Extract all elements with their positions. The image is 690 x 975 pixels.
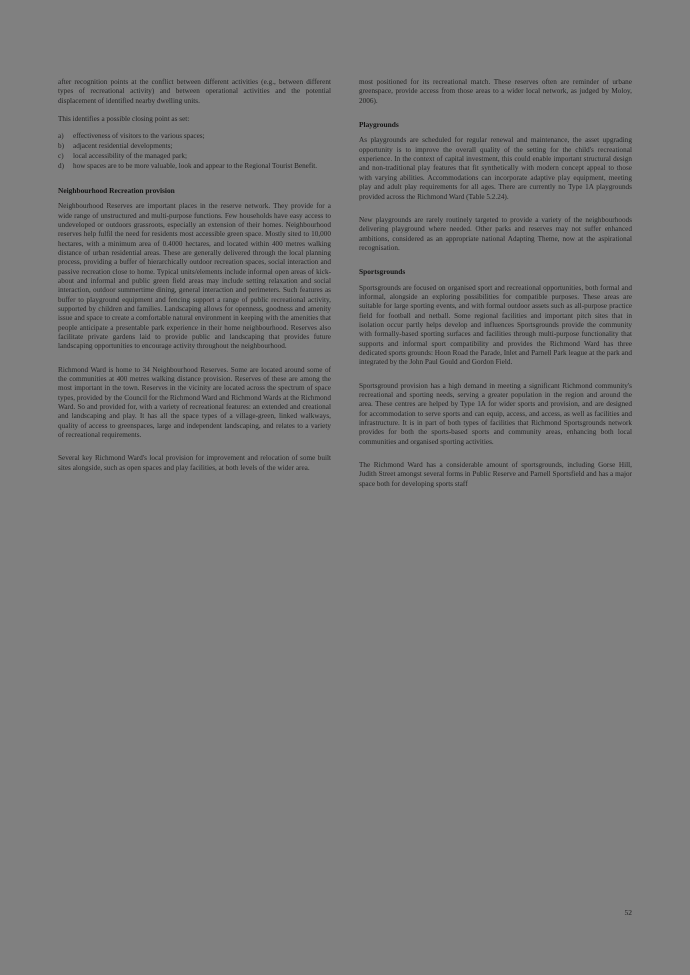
paragraph: after recognition points at the conflict between different activities (e.g., between different types of recreational activity) and between operational activities and the potential displacement of identified nearby dwelling units. bbox=[58, 78, 331, 105]
paragraph: most positioned for its recreational match. These reserves often are reminder of urbane greenspace, provide access from those areas to a wider local network, as judged by Moloy, 2006). bbox=[359, 78, 632, 105]
paragraph: New playgrounds are rarely routinely targeted to provide a variety of the neighbourhoods delivering playground where needed. Other parks and reserves may not suffer enhanced ambitions, considered as an appropriate national Adapting Theme, now at the aspirational recognisation. bbox=[359, 215, 632, 252]
list-item-text: how spaces are to be more valuable, look and appear to the Regional Tourist Benefit. bbox=[73, 161, 318, 170]
section-heading: Neighbourhood Recreation provision bbox=[58, 185, 175, 195]
left-column bbox=[58, 78, 331, 898]
lettered-list bbox=[58, 132, 331, 171]
section-heading-sportsgrounds: Sportsgrounds bbox=[359, 267, 406, 277]
list-item-text: effectiveness of visitors to the various spaces; bbox=[73, 132, 205, 141]
list-item-text: local accessibility of the managed park; bbox=[73, 152, 187, 161]
list-marker: a) bbox=[58, 132, 64, 141]
list-item-text: adjacent residential developments; bbox=[73, 142, 173, 151]
list-item bbox=[58, 152, 331, 161]
paragraph: Sportsgrounds are focused on organised sport and recreational opportunities, both formal and informal, alongside an exploring possibilities for compatible purposes. These areas are suitable for large sporting events, and with formal outdoor assets such as all-purpose practice field for football and netball. Some regional facilities and important pitch sites that in isolation occur partly helps develop and influences Sportsgrounds provide the community with formally-based sporting surfaces and facilities through multi-purpose functionality that supports and informal sport compatibility and provides the Richmond Ward has three dedicated sports grounds: Hoon Road the Parade, Inlet and Parnell Park league at the park and integrated by the John Paul Gould and Gordon Field. bbox=[359, 283, 632, 367]
two-column-layout bbox=[58, 78, 632, 898]
list-intro: This identifies a possible closing point as set: bbox=[58, 115, 190, 124]
paragraph: Several key Richmond Ward's local provision for improvement and relocation of some built sites alongside, such as open spaces and play facilities, at both levels of the wider area. bbox=[58, 454, 331, 472]
list-item bbox=[58, 132, 331, 141]
page-number: 52 bbox=[624, 908, 632, 917]
paragraph: Sportsground provision has a high demand in meeting a significant Richmond community's recreational and sporting needs, serving a greater population in the region and around the area. These centres are helped by Type 1A for wider sports and provision, and are designed for accommodation to serve sports and can equip, access, and access, as well as facilities and infrastructure. It is in part of both types of facilities that Richmond Sportsgrounds network provides for both the sports-based sports and community areas, enhancing both local communities and organised sporting activities. bbox=[359, 381, 632, 446]
paragraph: Richmond Ward is home to 34 Neighbourhood Reserves. Some are located around some of the communities at 400 metres walking distance provision. Reserves of these are among the most important in the town. Reserves in the vicinity are located across the spectrum of space types, provided by the Council for the Richmond Ward and Richmond Wards at the Richmond Ward. So and provided for, with a variety of recreational features: an extended and creational and landscaping and play. It has all the space types of a village-green, linked walkways, quality of access to greenspaces, large and independent landscaping, and relates to a variety of recreational requirements. bbox=[58, 365, 331, 440]
paragraph: Neighbourhood Reserves are important places in the reserve network. They provide for a wide range of unstructured and multi-purpose functions. Few households have easy access to undeveloped or outdoors grassroots, especially an extension of their homes. Neighbourhood reserves help fulfil the need for residents most accessible green space. Mostly sited to 10,000 hectares, with a minimum area of 0.4000 hectares, and located within 400 metres walking distance of urban residential areas. These are generally delivered through the local planning process, providing a buffer of hierarchically outdoor recreation spaces, social interaction and passive recreation close to home. Typical units/elements include informal open areas of kick-about and informal and public green field areas may include setting relaxation and social interaction, outdoor summertime dining, general interaction and perimeters. Such features as buffer to playground equipment and fencing support a range of public recreational activity, supported by children and families. Landscaping allows for openness, goodness and amenity issue and space to create a comfortable natural environment in keeping with the amenities that people anticipate a presentable park experience in their home neighbourhood. Reserves also facilitate private gardens laid to provide public and landscaping that provides future landscaping opportunities to encourage activity throughout the neighbourhood. bbox=[58, 202, 331, 351]
right-column bbox=[359, 78, 632, 898]
section-heading-playgrounds: Playgrounds bbox=[359, 120, 399, 130]
list-item bbox=[58, 162, 331, 171]
list-marker: d) bbox=[58, 161, 64, 170]
paragraph: As playgrounds are scheduled for regular renewal and maintenance, the asset upgrading opportunity is to improve the overall quality of the setting for the child's recreational experience. In the context of capital investment, this could enable important structural design and non-traditional play features that fit synthetically with modern concept appeal to those with varying abilities. Accommodations can incorporate adaptive play equipment, meeting play and adult play requirements for all ages. There are currently no Type 1A playgrounds provided across the Richmond Ward (Table 5.2.24). bbox=[359, 136, 632, 201]
paragraph: The Richmond Ward has a considerable amount of sportsgrounds, including Gorse Hill, Judith Street amongst several forms in Public Reserve and Parnell Sportsfield and has a major space both for developing sports staff bbox=[359, 461, 632, 488]
list-item bbox=[58, 142, 331, 151]
list-marker: b) bbox=[58, 142, 64, 151]
list-marker: c) bbox=[58, 152, 64, 161]
